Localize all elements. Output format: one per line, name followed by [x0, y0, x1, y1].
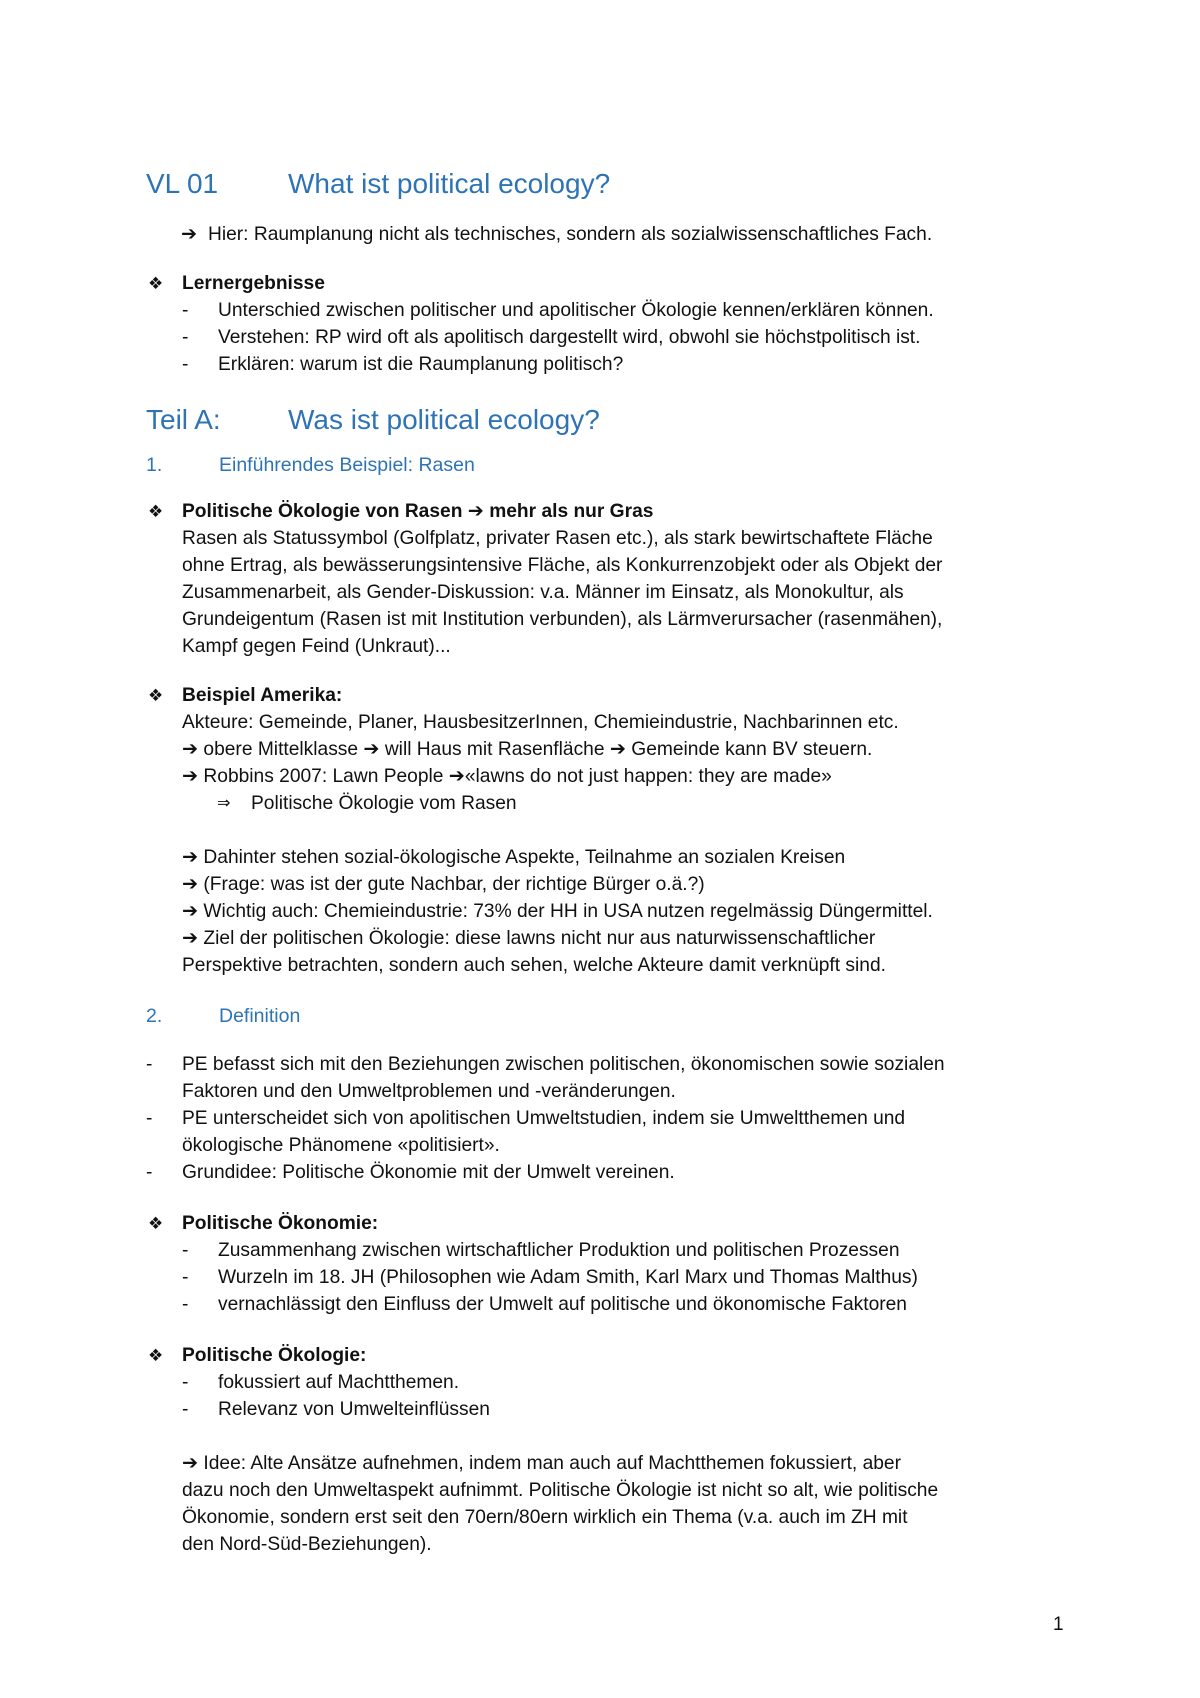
arrow-right-icon: ➔	[182, 1453, 199, 1474]
oekologie-heading: Politische Ökologie:	[182, 1345, 367, 1366]
amerika-point: ➔ Wichtig auch: Chemieindustrie: 73% der HH in USA nutzen regelmässig Düngermittel.	[182, 901, 933, 922]
lernergebnisse-heading: Lernergebnisse	[182, 273, 325, 294]
arrow-right-icon: ➔	[182, 847, 199, 868]
oekonomie-heading: Politische Ökonomie:	[182, 1213, 379, 1234]
section-1-heading: 1. Einführendes Beispiel: Rasen	[146, 454, 475, 476]
oekonomie-block	[146, 1210, 1076, 1318]
arrow-right-icon: ➔	[182, 874, 199, 895]
lecture-title	[146, 166, 1076, 202]
diamond-bullet-icon: ❖	[148, 686, 164, 705]
implies-arrow-icon: ⇒	[217, 795, 231, 812]
page-number: 1	[1053, 1614, 1064, 1635]
implies-line: ⇒ Politische Ökologie vom Rasen	[182, 790, 1076, 817]
rasen-line: Zusammenarbeit, als Gender-Diskussion: v.a. Männer im Einsatz, als Monokultur, als	[182, 582, 904, 603]
rasen-heading: Politische Ökologie von Rasen ➔ mehr als nur Gras	[182, 501, 654, 522]
arrow-right-icon: ➔	[609, 739, 626, 760]
arrow-right-icon: ➔	[182, 901, 199, 922]
arrow-right-icon: ➔	[467, 501, 484, 522]
list-item: - Grundidee: Politische Ökonomie mit der Umwelt vereinen.	[146, 1162, 675, 1183]
list-item: - Erklären: warum ist die Raumplanung politisch?	[182, 354, 624, 375]
oekologie-list	[182, 1369, 1076, 1423]
list-item: - Unterschied zwischen politischer und apolitischer Ökologie kennen/erklären können.	[182, 300, 934, 321]
page-content	[146, 166, 1076, 1558]
rasen-line: ohne Ertrag, als bewässerungsintensive Fläche, als Konkurrenzobjekt oder als Objekt der	[182, 555, 943, 576]
diamond-bullet-icon: ❖	[148, 502, 164, 521]
amerika-point: ➔ Dahinter stehen sozial-ökologische Aspekte, Teilnahme an sozialen Kreisen	[182, 847, 846, 868]
intro-line	[146, 221, 1076, 248]
arrow-right-icon: ➔	[363, 739, 380, 760]
amerika-point: ➔ (Frage: was ist der gute Nachbar, der richtige Bürger o.ä.?)	[182, 874, 705, 895]
lecture-title-text: What ist political ecology?	[288, 168, 611, 199]
list-item: - Wurzeln im 18. JH (Philosophen wie Adam Smith, Karl Marx und Thomas Malthus)	[182, 1267, 918, 1288]
teil-a-number: Teil A:	[146, 404, 221, 435]
list-item: - Verstehen: RP wird oft als apolitisch dargestellt wird, obwohl sie höchstpolitisch ist.	[182, 327, 921, 348]
arrow-right-icon: ➔	[182, 739, 199, 760]
diamond-bullet-icon: ❖	[148, 1214, 164, 1233]
diamond-bullet-icon: ❖	[148, 1346, 164, 1365]
idee-line: Ökonomie, sondern erst seit den 70ern/80ern wirklich ein Thema (v.a. auch im ZH mit	[182, 1507, 908, 1528]
diamond-bullet-icon: ❖	[148, 274, 164, 293]
definition-list	[146, 1051, 1076, 1186]
rasen-line: Rasen als Statussymbol (Golfplatz, privater Rasen etc.), als stark bewirtschaftete Fläche	[182, 528, 933, 549]
oekologie-block	[146, 1342, 1076, 1558]
idee-line: ➔ Idee: Alte Ansätze aufnehmen, indem man auch auf Machtthemen fokussiert, aber	[182, 1453, 901, 1474]
list-item: - PE unterscheidet sich von apolitischen Umweltstudien, indem sie Umweltthemen und ökologische Phänomene «politisiert».	[146, 1108, 906, 1156]
amerika-heading: Beispiel Amerika:	[182, 685, 343, 706]
teil-a-heading	[146, 402, 1076, 438]
list-item: - Relevanz von Umwelteinflüssen	[182, 1399, 490, 1420]
oekonomie-list	[182, 1237, 1076, 1318]
list-item: - vernachlässigt den Einfluss der Umwelt auf politische und ökonomische Faktoren	[182, 1294, 907, 1315]
rasen-line: Kampf gegen Feind (Unkraut)...	[182, 636, 451, 657]
list-item: - Zusammenhang zwischen wirtschaftlicher Produktion und politischen Prozessen	[182, 1240, 900, 1261]
robbins-line: ➔ Robbins 2007: Lawn People ➔«lawns do not just happen: they are made»	[182, 766, 832, 787]
akteure-line: Akteure: Gemeinde, Planer, HausbesitzerInnen, Chemieindustrie, Nachbarinnen etc.	[182, 712, 899, 733]
lernergebnisse-list	[182, 297, 1076, 378]
idee-line: den Nord-Süd-Beziehungen).	[182, 1534, 432, 1555]
arrow-right-icon: ➔	[181, 224, 198, 245]
lecture-number: VL 01	[146, 168, 219, 199]
lernergebnisse-block	[146, 270, 1076, 378]
arrow-right-icon: ➔	[448, 766, 465, 787]
arrow-right-icon: ➔	[182, 928, 199, 949]
arrow-right-icon: ➔	[182, 766, 199, 787]
teil-a-title: Was ist political ecology?	[288, 404, 600, 435]
list-item: - fokussiert auf Machtthemen.	[182, 1372, 460, 1393]
chain-line: ➔ obere Mittelklasse ➔ will Haus mit Rasenfläche ➔ Gemeinde kann BV steuern.	[182, 739, 873, 760]
section-2-heading: 2. Definition	[146, 1005, 301, 1027]
list-item: - PE befasst sich mit den Beziehungen zwischen politischen, ökonomischen sowie sozialen Faktoren und den Umweltproblemen und -veränderungen.	[146, 1054, 945, 1102]
intro-text: Hier: Raumplanung nicht als technisches, sondern als sozialwissenschaftliches Fach.	[208, 224, 933, 245]
amerika-point-continuation: Perspektive betrachten, sondern auch sehen, welche Akteure damit verknüpft sind.	[182, 955, 886, 976]
rasen-block	[146, 498, 1076, 660]
amerika-point: ➔ Ziel der politischen Ökologie: diese lawns nicht nur aus naturwissenschaftlicher	[182, 928, 876, 949]
rasen-line: Grundeigentum (Rasen ist mit Institution verbunden), als Lärmverursacher (rasenmähen),	[182, 609, 943, 630]
amerika-block	[146, 682, 1076, 979]
idee-line: dazu noch den Umweltaspekt aufnimmt. Politische Ökologie ist nicht so alt, wie politische	[182, 1480, 939, 1501]
